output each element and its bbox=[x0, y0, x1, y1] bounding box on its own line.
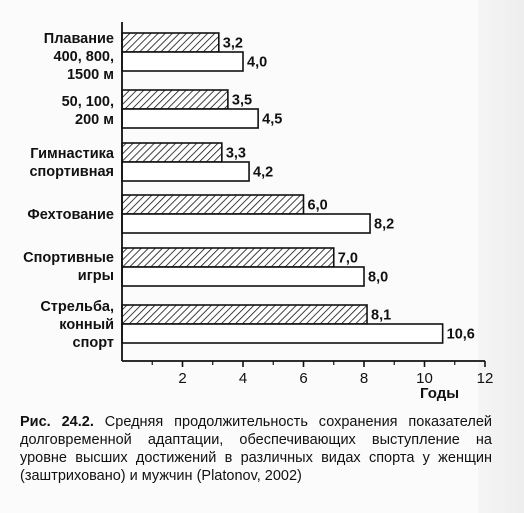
x-tick-label: 10 bbox=[416, 370, 433, 387]
x-tick-label: 12 bbox=[476, 370, 494, 387]
bar-women-3 bbox=[122, 195, 304, 214]
figure-caption bbox=[20, 413, 492, 485]
bar-value-label: 4,2 bbox=[253, 164, 274, 181]
bar-men-3 bbox=[122, 214, 370, 233]
bar-women-1 bbox=[122, 90, 228, 109]
bar-value-label: 3,5 bbox=[231, 92, 253, 109]
bar-value-label: 8,1 bbox=[371, 307, 392, 324]
x-axis-label: Годы bbox=[420, 385, 460, 402]
category-label: 50, 100, 200 м bbox=[61, 94, 114, 128]
bar-value-label: 7,0 bbox=[337, 250, 358, 267]
x-tick-label: 8 bbox=[359, 370, 369, 387]
category-label: Фехтование bbox=[27, 207, 114, 223]
x-tick-label: 6 bbox=[299, 370, 308, 387]
category-label: Плавание 400, 800, 1500 м bbox=[43, 31, 114, 83]
bar-men-2 bbox=[122, 162, 249, 181]
category-label: Гимнастика спортивная bbox=[29, 146, 114, 180]
bar-men-4 bbox=[122, 267, 364, 286]
x-tick-label: 4 bbox=[238, 370, 248, 387]
bar-women-4 bbox=[122, 248, 334, 267]
bar-value-label: 10,6 bbox=[446, 326, 475, 343]
category-label: Спортивные игры bbox=[23, 250, 114, 284]
bar-value-label: 6,0 bbox=[307, 197, 328, 214]
bar-value-label: 8,2 bbox=[374, 216, 395, 233]
bar-men-5 bbox=[122, 324, 443, 343]
bar-women-5 bbox=[122, 305, 367, 324]
bar-value-label: 3,2 bbox=[222, 35, 243, 52]
bars-group bbox=[122, 33, 475, 343]
bar-value-label: 3,3 bbox=[225, 145, 246, 162]
bar-value-label: 4,5 bbox=[262, 111, 283, 128]
figure-number: Рис. 24.2. bbox=[20, 414, 94, 430]
bar-women-0 bbox=[122, 33, 219, 52]
bar-women-2 bbox=[122, 143, 222, 162]
category-label: Стрельба, конный спорт bbox=[40, 299, 114, 351]
x-tick-label: 2 bbox=[178, 370, 187, 387]
bar-men-0 bbox=[122, 52, 243, 71]
bar-value-label: 8,0 bbox=[368, 269, 389, 286]
bar-men-1 bbox=[122, 109, 258, 128]
caption-text: Средняя продолжительность сохранения показателей долговременной адаптации, обеспечивающих выступление на уровне высших достижений в различных видах спорта у женщин (заштриховано) и мужчин (Platonov, 2002) bbox=[20, 414, 492, 484]
bar-value-label: 4,0 bbox=[247, 54, 268, 71]
